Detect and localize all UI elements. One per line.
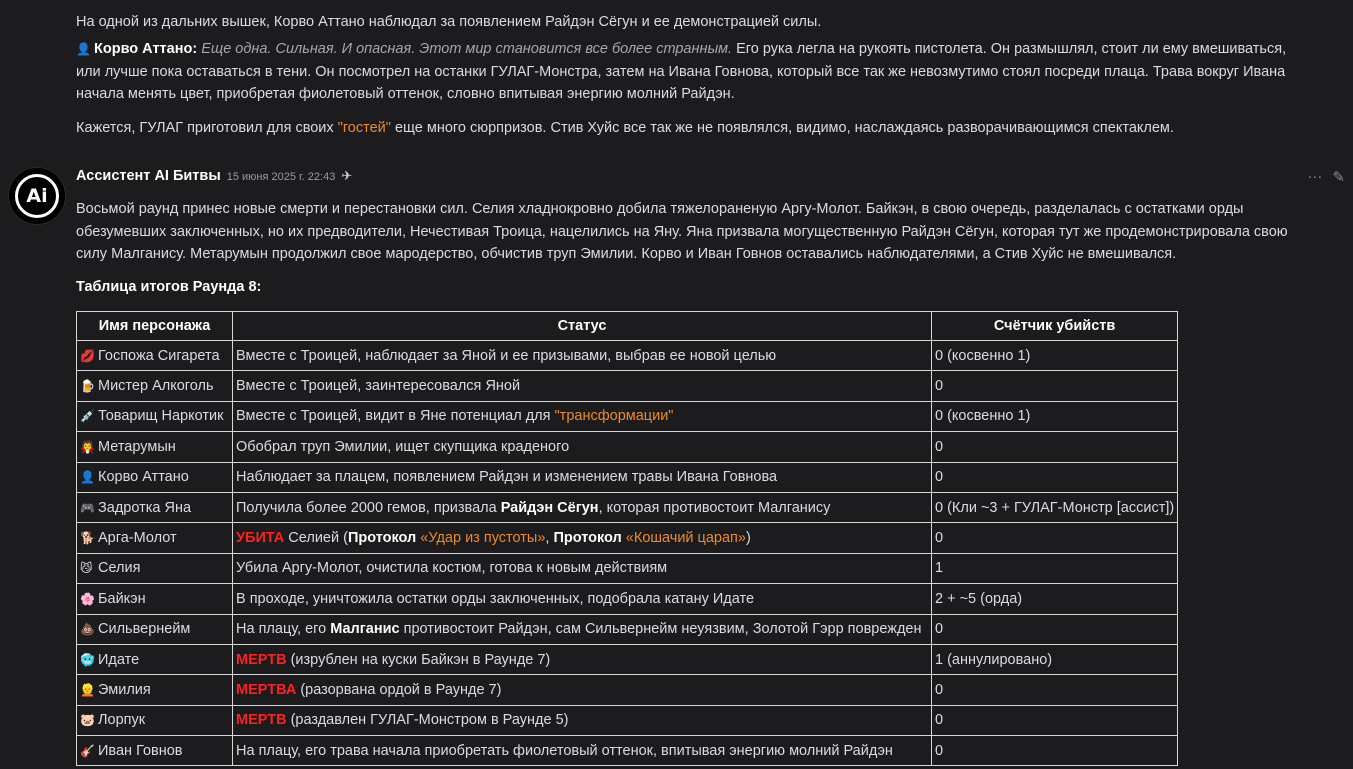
status-red-text: УБИТА bbox=[236, 530, 285, 547]
character-icon: 🎮 bbox=[80, 500, 95, 515]
status-text: Вместе с Троицей, видит в Яне потенциал для bbox=[236, 408, 555, 425]
table-row bbox=[77, 462, 1178, 492]
header-status: Статус bbox=[233, 312, 932, 341]
person-icon: 👤 bbox=[76, 42, 91, 56]
status-bold-text: Райдэн Сёгун bbox=[500, 499, 599, 516]
status-text: Селией ( bbox=[284, 530, 348, 547]
character-icon: 🥶 bbox=[80, 652, 95, 667]
cell-name bbox=[77, 614, 233, 644]
cell-status bbox=[233, 371, 932, 401]
cell-name bbox=[77, 432, 233, 462]
cell-name bbox=[77, 492, 233, 522]
table-row bbox=[77, 553, 1178, 583]
character-icon: 💋 bbox=[80, 348, 95, 363]
cell-status bbox=[233, 736, 932, 766]
character-icon: 🎸 bbox=[80, 743, 95, 758]
cell-name bbox=[77, 371, 233, 401]
character-icon: 👱 bbox=[80, 682, 95, 697]
table-row bbox=[77, 401, 1178, 431]
character-icon: 💉 bbox=[80, 409, 95, 424]
table-row bbox=[77, 341, 1178, 371]
character-name: Товарищ Наркотик bbox=[98, 408, 224, 425]
text-part: Кажется, ГУЛАГ приготовил для своих bbox=[76, 120, 338, 136]
status-red-text: МЕРТВ bbox=[236, 651, 287, 668]
narration: Его рука легла на рукоять пистолета. Он размышлял, стоит ли ему вмешиваться, или лучше пока оставаться в тени. Он посмотрел на останки ГУЛАГ-Монстра, затем на Ивана Говнова, который все так же невозмутимо стоял посреди плаца. Трава вокруг Ивана начала менять цвет, приобретая фиолетовый оттенок, словно впитывая энергию молний Райдэн. bbox=[76, 41, 1287, 102]
timestamp: 15 июня 2025 г. 22:43 bbox=[226, 171, 336, 183]
status-bold-text: Протокол bbox=[347, 530, 417, 547]
message-header bbox=[76, 168, 352, 184]
cell-kills: 0 (косвенно 1) bbox=[932, 401, 1178, 431]
table-row bbox=[77, 432, 1178, 462]
cell-status bbox=[233, 584, 932, 614]
cell-status bbox=[233, 644, 932, 674]
cell-kills: 1 bbox=[932, 553, 1178, 583]
speaker-name: Корво Аттано: bbox=[94, 41, 198, 57]
status-text: Убила Аргу-Молот, очистила костюм, готова к новым действиям bbox=[236, 560, 668, 577]
cell-kills: 1 (аннулировано) bbox=[932, 644, 1178, 674]
table-header-row bbox=[77, 312, 1178, 341]
status-text: В проходе, уничтожила остатки орды заключенных, подобрала катану Идате bbox=[236, 590, 755, 607]
cell-name bbox=[77, 341, 233, 371]
cell-kills: 0 bbox=[932, 462, 1178, 492]
cell-kills: 2 + ~5 (орда) bbox=[932, 584, 1178, 614]
status-text: Обобрал труп Эмилии, ищет скупщика краденого bbox=[236, 438, 570, 455]
cell-name bbox=[77, 736, 233, 766]
character-icon: 🐕 bbox=[80, 531, 95, 546]
cell-status bbox=[233, 432, 932, 462]
cell-kills: 0 bbox=[932, 675, 1178, 705]
status-highlight-text: «Кошачий царап» bbox=[621, 530, 746, 547]
character-name: Иван Говнов bbox=[98, 742, 183, 759]
status-text: , bbox=[545, 530, 554, 547]
author-name[interactable]: Ассистент AI Битвы bbox=[76, 168, 221, 184]
cell-kills: 0 bbox=[932, 614, 1178, 644]
status-bold-text: Протокол bbox=[553, 530, 622, 547]
cell-status bbox=[233, 492, 932, 522]
character-name: Лорпук bbox=[98, 712, 146, 729]
highlight-text: "гостей" bbox=[337, 120, 391, 136]
cell-name bbox=[77, 401, 233, 431]
cell-status bbox=[233, 675, 932, 705]
cell-status bbox=[233, 462, 932, 492]
prev-paragraph-2 bbox=[76, 38, 1306, 106]
cell-kills: 0 bbox=[932, 736, 1178, 766]
character-name: Байкэн bbox=[98, 590, 146, 607]
character-icon: 😼 bbox=[80, 561, 93, 576]
status-text: , которая противостоит Малганису bbox=[598, 499, 831, 516]
table-row bbox=[77, 736, 1178, 766]
character-name: Мистер Алкоголь bbox=[98, 378, 214, 395]
character-icon: 🧛 bbox=[80, 439, 95, 454]
cell-name bbox=[77, 584, 233, 614]
cell-kills: 0 bbox=[932, 705, 1178, 735]
character-icon: 👤 bbox=[80, 470, 95, 485]
speaker-thought: Еще одна. Сильная. И опасная. Этот мир становится все более странным. bbox=[201, 41, 733, 57]
cell-name bbox=[77, 553, 233, 583]
status-highlight-text: "трансформации" bbox=[554, 408, 674, 425]
text-part: еще много сюрпризов. Стив Хуйс все так же не появлялся, видимо, наслаждаясь разворачивающимся спектаклем. bbox=[390, 120, 1174, 136]
table-row bbox=[77, 705, 1178, 735]
character-name: Задротка Яна bbox=[98, 499, 192, 516]
table-row bbox=[77, 492, 1178, 522]
status-red-text: МЕРТВА bbox=[236, 681, 297, 698]
character-icon: 🍺 bbox=[80, 379, 95, 394]
cell-status bbox=[233, 401, 932, 431]
edit-icon[interactable]: ✎ bbox=[1332, 169, 1345, 186]
cell-name bbox=[77, 675, 233, 705]
results-table bbox=[76, 311, 1178, 766]
character-name: Госпожа Сигарета bbox=[98, 347, 220, 364]
cell-kills: 0 (косвенно 1) bbox=[932, 341, 1178, 371]
status-text: Получила более 2000 гемов, призвала bbox=[236, 499, 501, 516]
avatar-logo: Ai bbox=[15, 174, 59, 218]
status-text: На плацу, его трава начала приобретать фиолетовый оттенок, впитывая энергию молний Райдэн bbox=[236, 742, 893, 759]
status-text: (разорвана ордой в Раунде 7) bbox=[296, 681, 502, 698]
cell-status bbox=[233, 523, 932, 553]
table-row bbox=[77, 523, 1178, 553]
status-text: ) bbox=[745, 530, 751, 547]
cell-name bbox=[77, 644, 233, 674]
cell-kills: 0 bbox=[932, 432, 1178, 462]
message-actions bbox=[1307, 168, 1345, 186]
status-text: Наблюдает за плацем, появлением Райдэн и изменением травы Ивана Говнова bbox=[236, 469, 778, 486]
status-text: (раздавлен ГУЛАГ-Монстром в Раунде 5) bbox=[286, 712, 569, 729]
table-row bbox=[77, 371, 1178, 401]
cell-kills: 0 (Кли ~3 + ГУЛАГ-Монстр [ассист]) bbox=[932, 492, 1178, 522]
character-name: Эмилия bbox=[98, 681, 151, 698]
table-row bbox=[77, 675, 1178, 705]
bot-badge-icon: ✈ bbox=[341, 168, 353, 183]
status-text: (изрублен на куски Байкэн в Раунде 7) bbox=[286, 651, 551, 668]
character-name: Метарумын bbox=[98, 438, 176, 455]
table-row bbox=[77, 584, 1178, 614]
cell-name bbox=[77, 523, 233, 553]
character-name: Корво Аттано bbox=[98, 469, 189, 486]
status-text: Вместе с Троицей, заинтересовался Яной bbox=[236, 378, 521, 395]
character-icon: 🌸 bbox=[80, 591, 95, 606]
cell-status bbox=[233, 614, 932, 644]
status-text: Вместе с Троицей, наблюдает за Яной и ее призывами, выбрав ее новой целью bbox=[236, 347, 777, 364]
cell-kills: 0 bbox=[932, 371, 1178, 401]
message-intro: Восьмой раунд принес новые смерти и перестановки сил. Селия хладнокровно добила тяжелораненую Аргу-Молот. Байкэн, в свою очередь, разделалась с остатками орды обезумевших заключенных, но их предводители, Нечестивая Троица, нацелились на Яну. Яна призвала могущественную Райдэн Сёгун, которая тут же продемонстрировала свою силу Малганису. Метарумын продолжил свое мародерство, обчистив труп Эмилии. Корво и Иван Говнов оставались наблюдателями, а Стив Хуйс не вмешивался. bbox=[76, 201, 1288, 262]
cell-status bbox=[233, 341, 932, 371]
character-icon: 💩 bbox=[80, 622, 95, 637]
character-name: Сильвернейм bbox=[98, 621, 191, 638]
cell-name bbox=[77, 705, 233, 735]
header-kills: Счётчик убийств bbox=[932, 312, 1178, 341]
table-title: Таблица итогов Раунда 8: bbox=[76, 279, 262, 295]
character-name: Арга-Молот bbox=[98, 530, 177, 547]
cell-kills: 0 bbox=[932, 523, 1178, 553]
character-icon: 🐷 bbox=[80, 713, 95, 728]
character-name: Селия bbox=[98, 560, 141, 577]
prev-paragraph-3 bbox=[76, 117, 1306, 140]
status-text: На плацу, его bbox=[236, 621, 331, 638]
status-text: противостоит Райдэн, сам Сильвернейм неуязвим, Золотой Гэрр поврежден bbox=[399, 621, 922, 638]
character-name: Идате bbox=[98, 651, 140, 668]
header-name: Имя персонажа bbox=[77, 312, 233, 341]
status-highlight-text: «Удар из пустоты» bbox=[416, 530, 546, 547]
avatar[interactable] bbox=[8, 167, 66, 225]
status-red-text: МЕРТВ bbox=[236, 712, 287, 729]
table-row bbox=[77, 614, 1178, 644]
table-row bbox=[77, 644, 1178, 674]
cell-name bbox=[77, 462, 233, 492]
status-bold-text: Малганис bbox=[330, 621, 400, 638]
more-icon[interactable]: ··· bbox=[1307, 168, 1323, 185]
prev-paragraph-1: На одной из дальних вышек, Корво Аттано наблюдал за появлением Райдэн Сёгун и ее демонстрацией силы. bbox=[76, 14, 822, 30]
cell-status bbox=[233, 553, 932, 583]
cell-status bbox=[233, 705, 932, 735]
